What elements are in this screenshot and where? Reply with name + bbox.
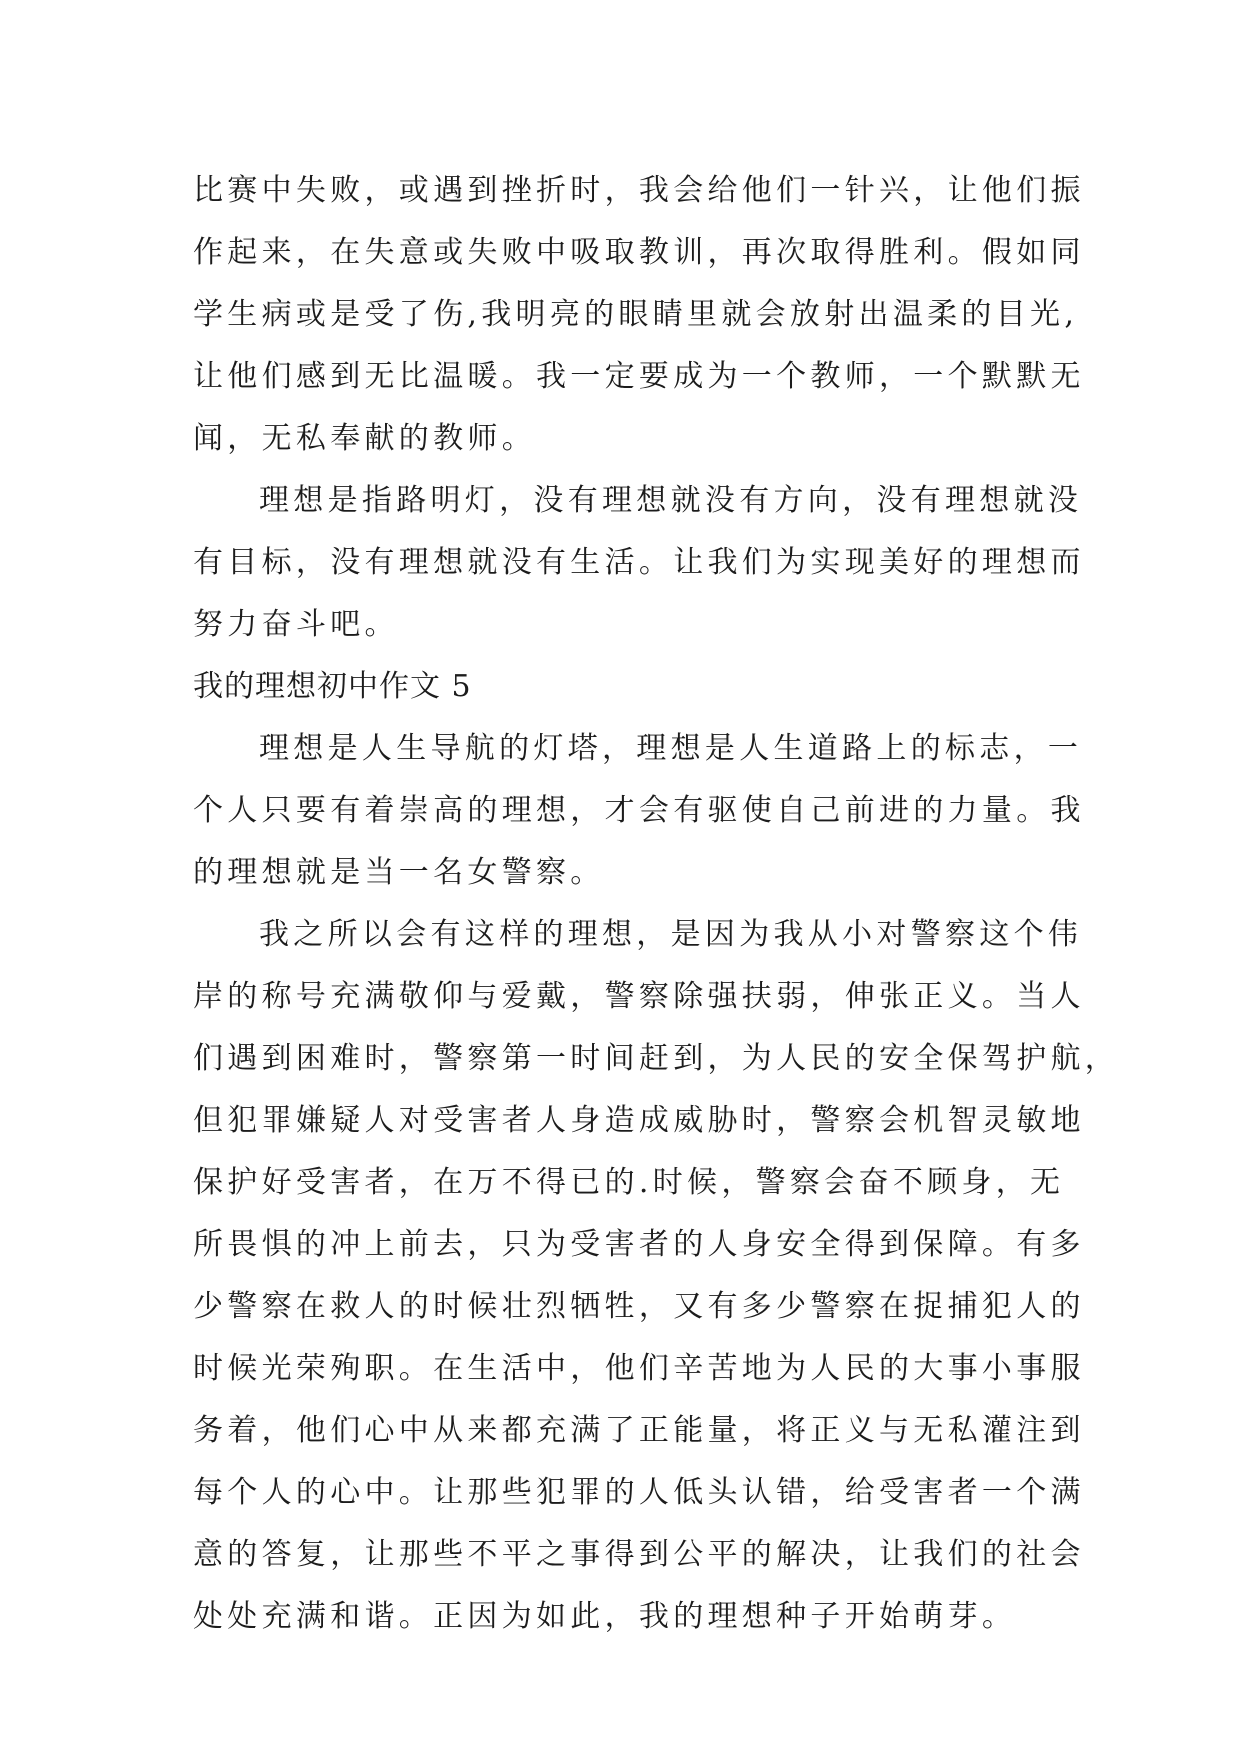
text-line: 个人只要有着崇高的理想，才会有驱使自己前进的力量。我: [193, 793, 1085, 828]
text-line: 有目标，没有理想就没有生活。让我们为实现美好的理想而: [193, 545, 1085, 580]
text-line: 但犯罪嫌疑人对受害者人身造成威胁时，警察会机智灵敏地: [193, 1103, 1085, 1138]
text-line: 意的答复，让那些不平之事得到公平的解决，让我们的社会: [193, 1537, 1085, 1572]
paragraph-teacher-ending: [193, 160, 1093, 470]
text-line: 时候光荣殉职。在生活中，他们辛苦地为人民的大事小事服: [193, 1351, 1085, 1386]
document-body: [193, 160, 1120, 1648]
paragraph-ideal-lamp: [193, 470, 1093, 656]
essay-heading: 我的理想初中作文 5: [193, 669, 472, 704]
text-line: 理想是人生导航的灯塔，理想是人生道路上的标志，一: [259, 731, 1083, 766]
text-line: 闻，无私奉献的教师。: [193, 421, 536, 456]
text-line: 让他们感到无比温暖。我一定要成为一个教师，一个默默无: [193, 359, 1085, 394]
text-line: 理想是指路明灯，没有理想就没有方向，没有理想就没: [259, 483, 1083, 518]
text-line: 岸的称号充满敬仰与爱戴，警察除强扶弱，伸张正义。当人: [193, 979, 1085, 1014]
text-line: 处处充满和谐。正因为如此，我的理想种子开始萌芽。: [193, 1599, 1017, 1634]
text-line: 所畏惧的冲上前去，只为受害者的人身安全得到保障。有多: [193, 1227, 1085, 1262]
text-line: 每个人的心中。让那些犯罪的人低头认错，给受害者一个满: [193, 1475, 1085, 1510]
paragraph-police: [193, 904, 1120, 1648]
text-line: 比赛中失败，或遇到挫折时，我会给他们一针兴，让他们振: [193, 173, 1085, 208]
text-line: 努力奋斗吧。: [193, 607, 399, 642]
text-line: 少警察在救人的时候壮烈牺牲，又有多少警察在捉捕犯人的: [193, 1289, 1085, 1324]
text-line: 们遇到困难时，警察第一时间赶到，为人民的安全保驾护航，: [193, 1041, 1120, 1076]
text-line: 保护好受害者，在万不得已的.时候，警察会奋不顾身，无: [193, 1165, 1065, 1200]
text-line: 的理想就是当一名女警察。: [193, 855, 605, 890]
text-line: 务着，他们心中从来都充满了正能量，将正义与无私灌注到: [193, 1413, 1085, 1448]
text-line: 我之所以会有这样的理想，是因为我从小对警察这个伟: [259, 917, 1083, 952]
text-line: 作起来，在失意或失败中吸取教训，再次取得胜利。假如同: [193, 235, 1085, 270]
text-line: 学生病或是受了伤,我明亮的眼睛里就会放射出温柔的目光,: [193, 297, 1079, 332]
paragraph-ideal-lighthouse: [193, 718, 1093, 904]
